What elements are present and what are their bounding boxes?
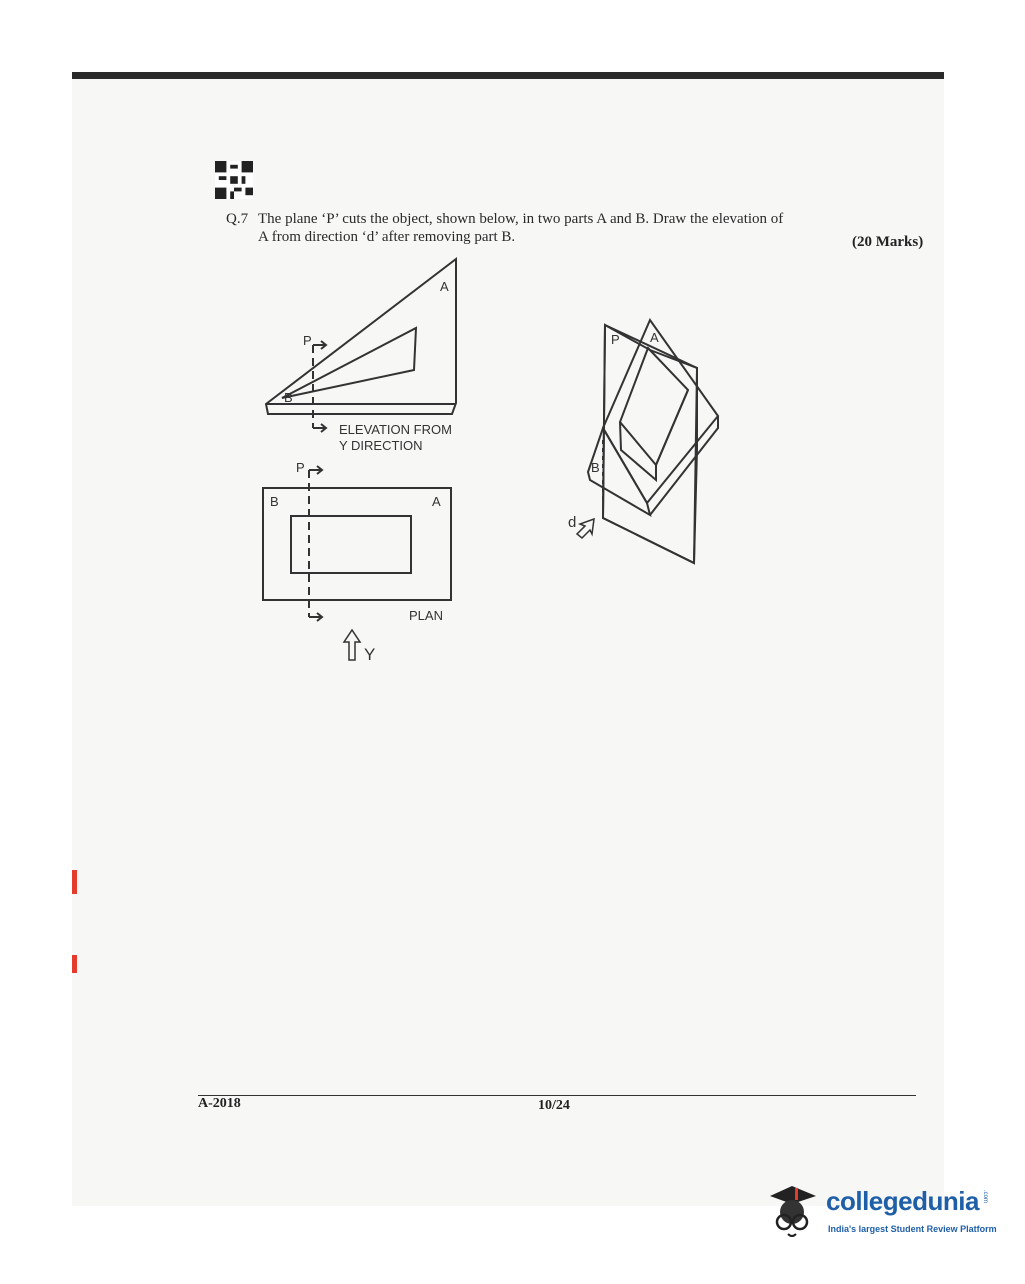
paper-code: A-2018 [198, 1096, 241, 1111]
direction-d-arrow [577, 519, 594, 538]
footer-rule [198, 1095, 916, 1096]
elev-label-p: P [303, 333, 312, 348]
question-text-line-2: A from direction ‘d’ after removing part B. [258, 229, 516, 245]
question-marks: (20 Marks) [852, 234, 924, 250]
isometric-plane-p [603, 325, 697, 563]
plan-label-a: A [432, 494, 441, 509]
plan-label-p: P [296, 460, 305, 475]
iso-label-p: P [611, 332, 620, 347]
brand-name: collegedunia [826, 1186, 979, 1216]
isometric-view [588, 320, 718, 563]
plan-label-b: B [270, 494, 279, 509]
brand-tagline: India's largest Student Review Platform [828, 1224, 997, 1234]
brand-suffix: .com [982, 1190, 988, 1204]
elev-label-b: B [284, 390, 293, 405]
y-direction-label: Y [364, 645, 376, 664]
elev-label-a: A [440, 279, 449, 294]
iso-label-d: d [568, 514, 577, 531]
elevation-view [266, 259, 456, 432]
page-number: 10/24 [538, 1098, 570, 1113]
mascot-logo-icon [766, 1176, 824, 1242]
iso-label-b: B [591, 460, 600, 475]
collegedunia-watermark [766, 1176, 997, 1246]
elev-caption-2: Y DIRECTION [339, 438, 423, 453]
question-number: Q.7 [226, 211, 249, 227]
plan-caption: PLAN [409, 608, 443, 623]
elev-caption-1: ELEVATION FROM [339, 422, 452, 437]
plan-view [263, 466, 451, 660]
question-text-line-1: The plane ‘P’ cuts the object, shown below, in two parts A and B. Draw the elevation of [258, 211, 784, 227]
iso-label-a: A [650, 330, 659, 345]
